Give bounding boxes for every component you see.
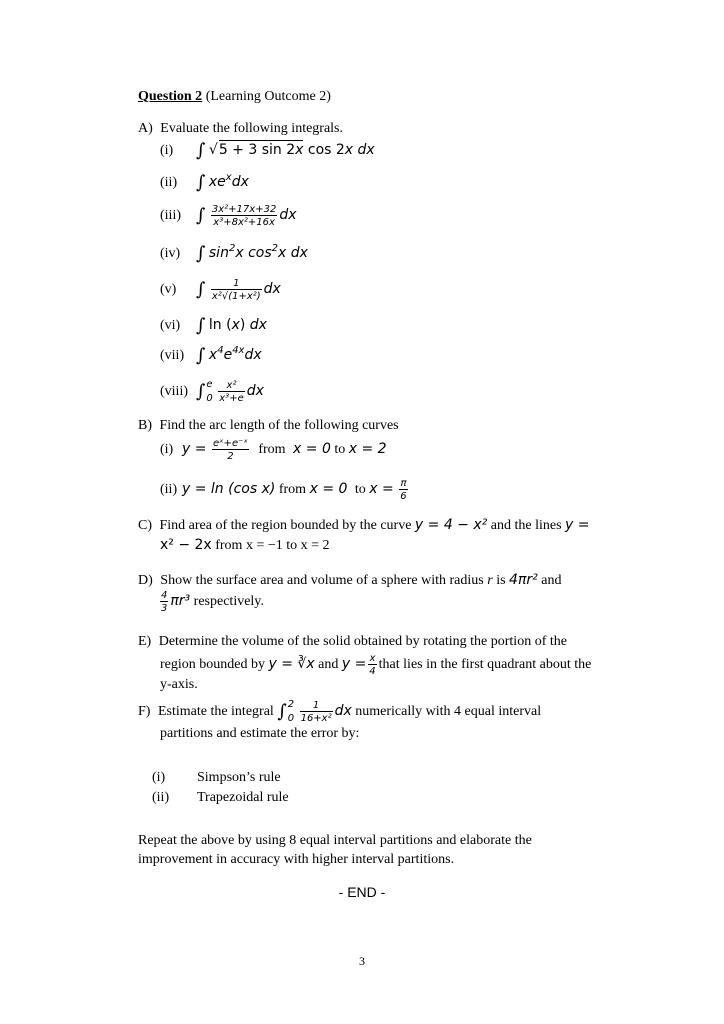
section-f-text: numerically with 4 equal interval [355, 704, 542, 720]
fraction-denominator: x³+e [219, 393, 244, 404]
section-d-text: is [496, 573, 506, 588]
fraction-denominator: 4 [369, 666, 376, 677]
from-word: from [278, 482, 307, 498]
section-c-line2 [160, 536, 330, 555]
item-num: (viii) [160, 384, 188, 400]
volume-formula: πr³ [170, 593, 191, 610]
section-d-text: respectively. [193, 594, 264, 610]
integral-a-ii: (ii) ∫ $xe^xdx$ [160, 172, 249, 193]
lower-limit: 0 [206, 393, 213, 404]
section-d-label: D) [138, 573, 153, 588]
section-c-text: and the lines [490, 518, 562, 533]
item-num: (i) [160, 143, 174, 158]
item-num: (iv) [160, 246, 181, 261]
fraction-numerator: eˣ+e⁻ˣ [212, 438, 248, 449]
rule-item [152, 769, 281, 787]
section-d-line2 [160, 590, 264, 614]
upper-limit: e [206, 379, 213, 390]
radius-symbol: r [487, 573, 493, 588]
curve-lhs: y = [182, 441, 207, 458]
section-b-heading [138, 417, 399, 435]
section-e-line2 [160, 653, 591, 677]
line-expression: y = [565, 517, 590, 533]
surface-area-formula: 4πr² [509, 572, 538, 588]
integral-a-v: (v) ∫ $\frac{1}{\text{x²√(1+x²)}}$ dx [160, 278, 281, 302]
curve-lhs: y = ln (cos x) [182, 481, 276, 498]
section-d-line1 [138, 571, 561, 590]
range-start: x = 0 [293, 441, 331, 458]
rule-name: Simpson’s rule [197, 770, 281, 785]
lower-limit: 0 [287, 713, 295, 724]
fraction-denominator: x²√(1+x²) [211, 291, 261, 302]
integral-a-vii: (vii) ∫ $x^4e^{4x}dx$ [160, 345, 262, 366]
section-f-line1: F) Estimate the integral ∫ 2 0 $\frac{1}{\text{16+x²}}$ dx numerically with 4 equal interval [138, 699, 542, 724]
fraction-numerator: π [400, 478, 407, 489]
repeat-line1: Repeat the above by using 8 equal interval partitions and elaborate the [138, 833, 532, 848]
section-b-text: Find the arc length of the following curves [159, 418, 399, 433]
to-word: to [354, 482, 366, 498]
section-f-text: partitions and estimate the error by: [160, 726, 360, 741]
learning-outcome: (Learning Outcome 2) [205, 89, 331, 104]
item-num: (vi) [160, 318, 181, 333]
section-e-line1 [138, 633, 567, 651]
section-c-text: from x = −1 to x = 2 [215, 538, 330, 553]
fraction-numerator: 3x²+17x+32 [211, 204, 277, 215]
arc-length-b-ii [160, 478, 410, 502]
integral-a-viii: (viii) ∫ e 0 $\frac{\text{x²}}{\text{x³+e}}$ dx [160, 379, 264, 404]
differential: dx [334, 703, 352, 720]
rule-num: (ii) [152, 790, 170, 805]
integral-a-iv: (iv) ∫ $\sin^2x$ $\cos^2x$ dx [160, 243, 308, 264]
section-a-heading [138, 120, 343, 138]
section-e-line3 [160, 676, 198, 694]
rule-name: Trapezoidal rule [197, 790, 289, 805]
section-c-label: C) [138, 518, 152, 533]
section-e-text: region bounded by [160, 657, 265, 673]
range-end: x = 2 [348, 441, 387, 458]
fraction-denominator: 2 [212, 449, 249, 462]
fraction-denominator: 6 [400, 491, 407, 502]
curve-expression: y = 4 − x² [414, 517, 488, 533]
fraction-denominator: 16+x² [300, 713, 332, 724]
differential: dx [246, 383, 264, 400]
fraction-numerator: 1 [312, 700, 320, 711]
section-f-line2 [160, 725, 359, 743]
integral-a-iii: (iii) ∫ $\frac{\text{3x²+17x+32}}{\text{x³+8x²+16x}}$ dx [160, 204, 297, 228]
section-f-label: F) [138, 704, 151, 720]
end-marker: - END - [338, 884, 386, 900]
from-word: from [258, 442, 286, 458]
differential: dx [263, 281, 281, 298]
fraction-numerator: x² [226, 380, 237, 391]
to-word: to [334, 442, 346, 458]
curve-expression: y = ∛x [268, 656, 315, 673]
section-b-label: B) [138, 418, 152, 433]
section-e-text: that lies in the first quadrant about the [378, 657, 592, 673]
fraction-denominator: 3 [161, 603, 168, 614]
question-title: Question 2 [138, 89, 203, 104]
section-d-text: Show the surface area and volume of a sphere with radius [160, 573, 484, 588]
section-a-text: Evaluate the following integrals. [160, 121, 344, 136]
section-d-text: and [541, 573, 562, 588]
integral-a-i: (i) ∫ √5 + 3 sin 2x cos 2x dx [160, 140, 375, 161]
item-num: (ii) [160, 482, 178, 498]
question-header [138, 88, 331, 106]
section-f-text: Estimate the integral [157, 704, 274, 720]
integral-a-vi: (vi) ∫ ln (x) dx [160, 315, 267, 336]
section-e-text: y-axis. [160, 677, 198, 692]
section-e-label: E) [138, 634, 152, 649]
upper-limit: 2 [287, 699, 295, 710]
section-e-text: Determine the volume of the solid obtained by rotating the portion of the [158, 634, 567, 649]
section-e-text: and [318, 657, 339, 673]
section-a-label: A) [138, 121, 153, 136]
item-num: (v) [160, 282, 177, 298]
item-num: (vii) [160, 348, 185, 363]
item-num: (iii) [160, 208, 181, 224]
range-end-lhs: x = [369, 481, 394, 498]
fraction-denominator: x³+8x²+16x [211, 215, 277, 228]
repeat-line2: improvement in accuracy with higher interval partitions. [138, 852, 455, 867]
fraction-numerator: 4 [161, 590, 168, 601]
item-num: (ii) [160, 175, 178, 190]
range-start: x = 0 [309, 481, 348, 498]
section-c-line1 [138, 516, 590, 535]
page-number: 3 [359, 954, 365, 968]
differential: dx [279, 207, 297, 224]
rule-item [152, 789, 289, 807]
arc-length-b-i [160, 438, 387, 462]
section-c-text: Find area of the region bounded by the curve [159, 518, 412, 533]
line-expression: x² − 2x [160, 537, 212, 553]
fraction-numerator: x [369, 653, 376, 664]
item-num: (i) [160, 442, 174, 458]
line-expression: y = [341, 656, 367, 673]
fraction-numerator: 1 [233, 278, 240, 289]
rule-num: (i) [152, 770, 166, 785]
